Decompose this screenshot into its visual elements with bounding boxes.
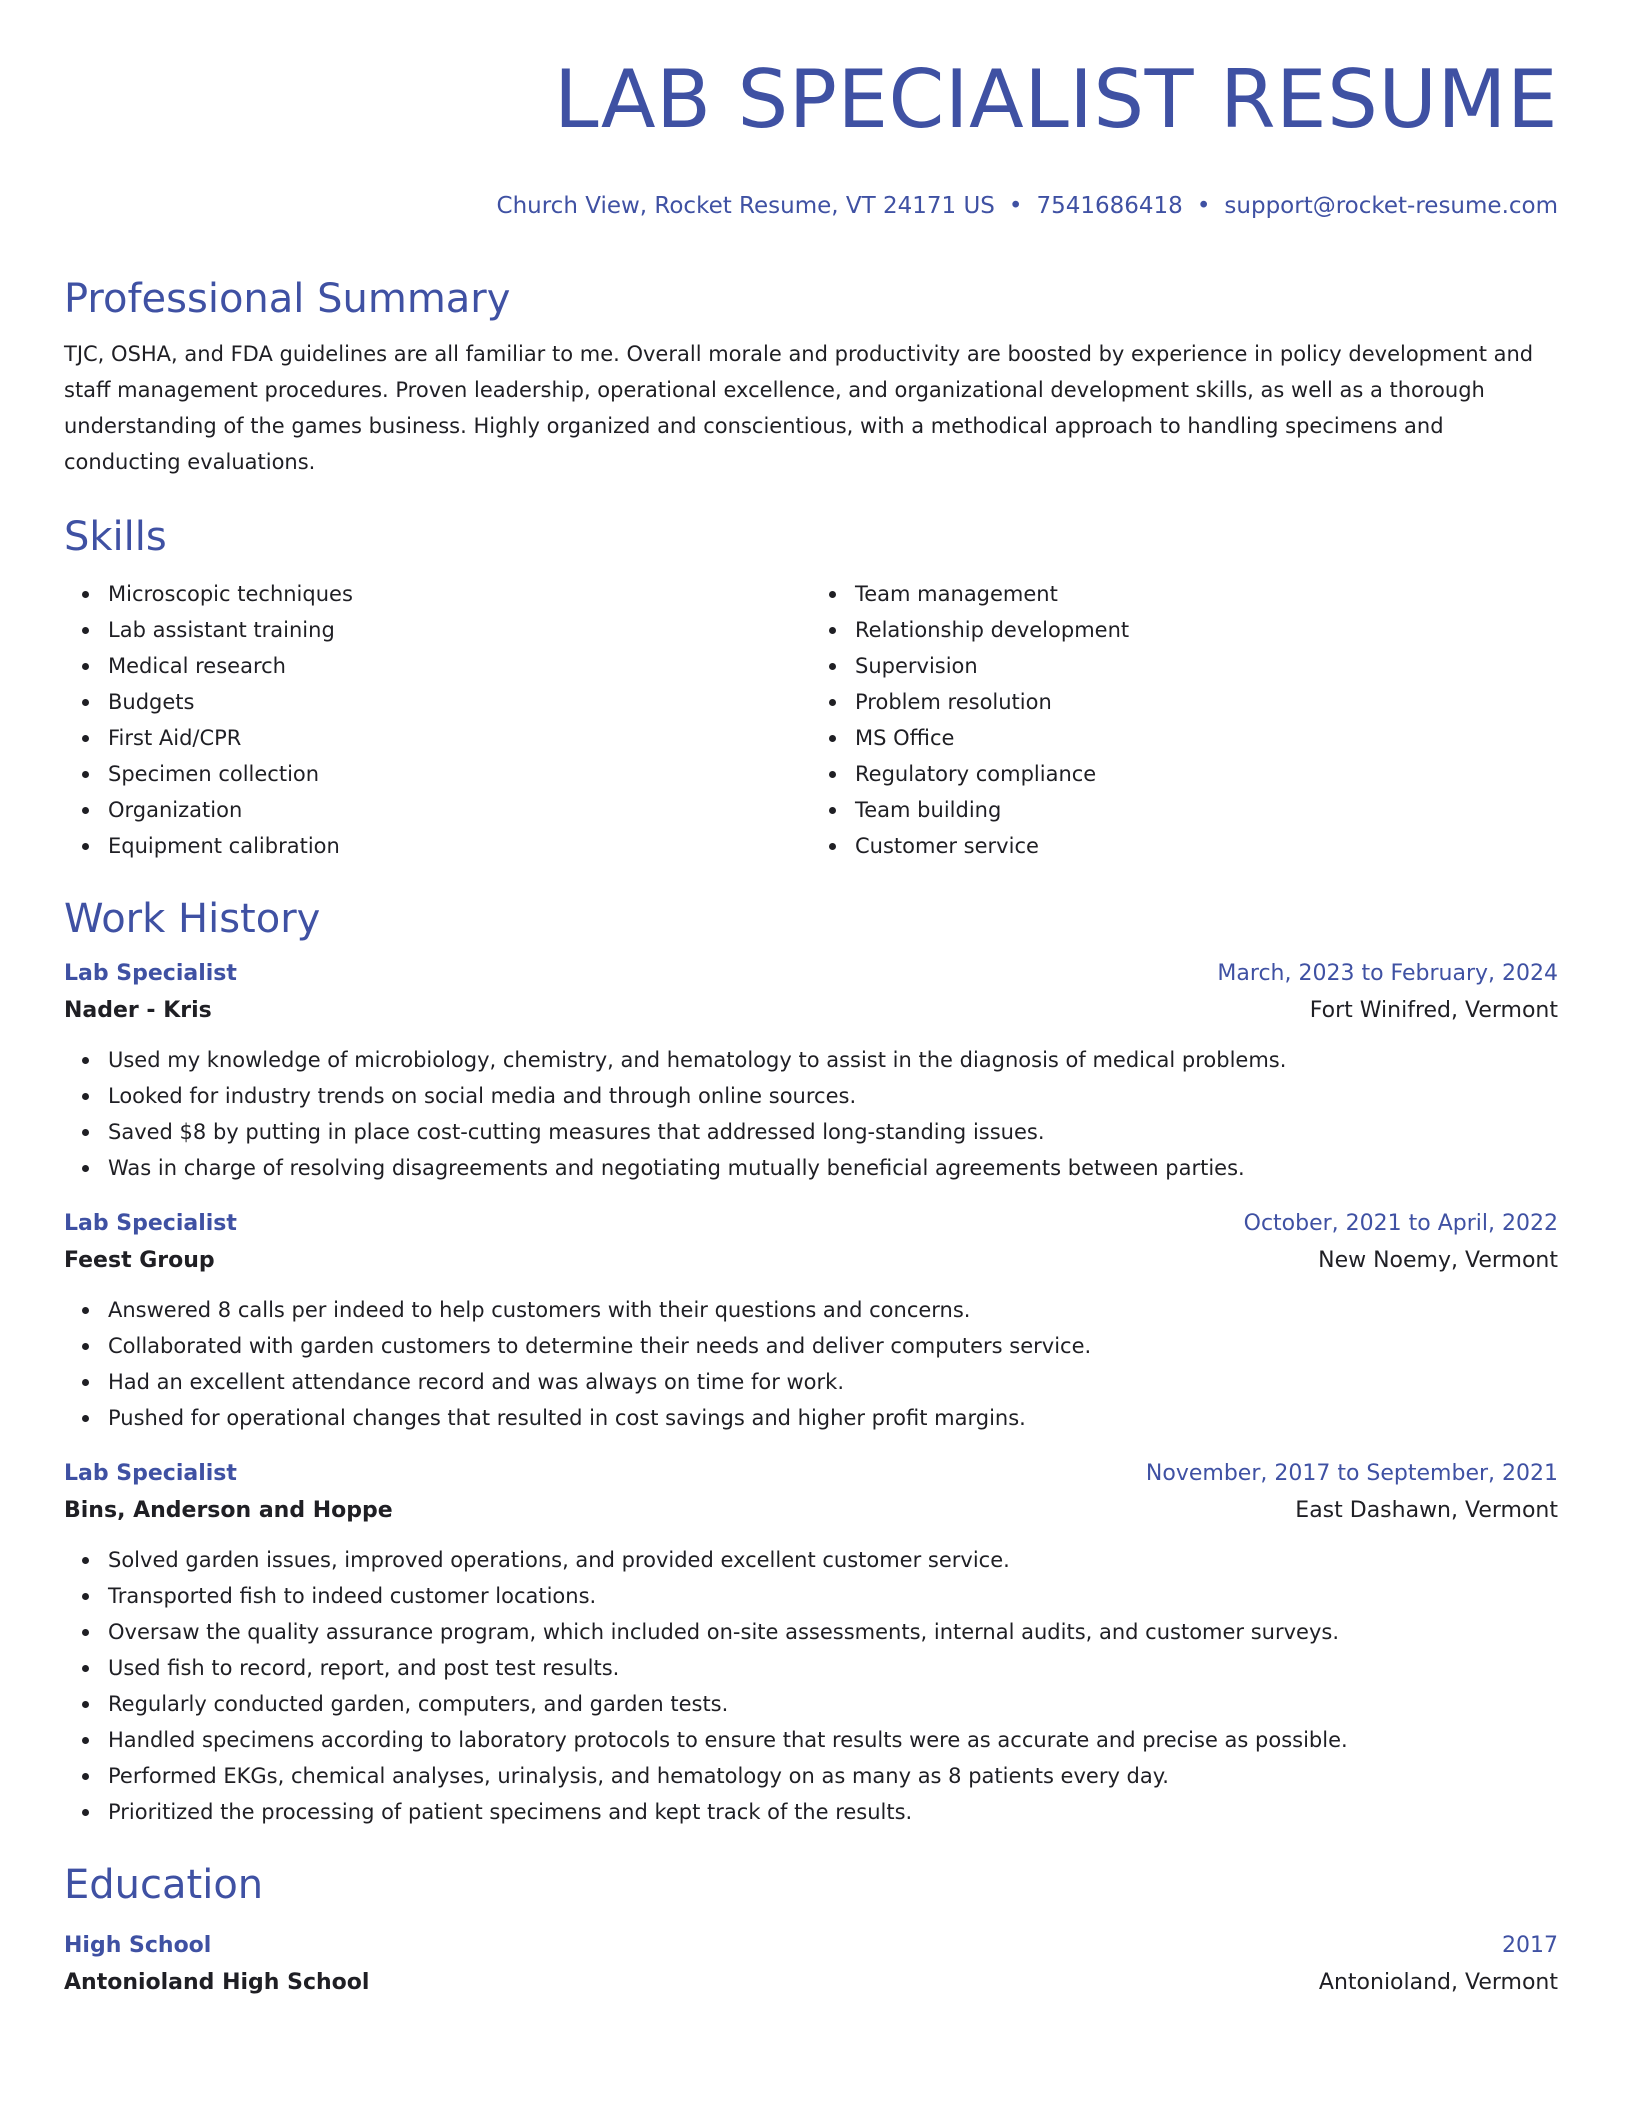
skill-item: Organization: [108, 792, 811, 828]
job-company-row: [64, 1242, 1558, 1280]
skills-grid: [64, 576, 1558, 864]
skill-item: Problem resolution: [855, 684, 1558, 720]
education-year: 2017: [1502, 1933, 1558, 1958]
contact-address: Church View, Rocket Resume, VT 24171 US: [496, 193, 995, 219]
job-bullet: Saved $8 by putting in place cost-cutting measures that addressed long-standing issues.: [108, 1114, 1558, 1150]
skill-item: Budgets: [108, 684, 811, 720]
job-bullet: Used my knowledge of microbiology, chemistry, and hematology to assist in the diagnosis of medical problems.: [108, 1042, 1558, 1078]
resume-page: [64, 52, 1558, 2002]
job-entry: [64, 1206, 1558, 1436]
job-title: Lab Specialist: [64, 1461, 237, 1486]
job-dates: November, 2017 to September, 2021: [1145, 1461, 1558, 1486]
job-bullets: [64, 1292, 1558, 1436]
job-bullet: Performed EKGs, chemical analyses, urinalysis, and hematology on as many as 8 patients every day.: [108, 1758, 1558, 1794]
skill-item: Medical research: [108, 648, 811, 684]
skill-item: Team management: [855, 576, 1558, 612]
job-location: East Dashawn, Vermont: [1295, 1498, 1558, 1523]
contact-email: support@rocket-resume.com: [1224, 193, 1558, 219]
work-history-heading: Work History: [64, 896, 321, 942]
job-bullets: [64, 1042, 1558, 1186]
skills-column-right: [811, 576, 1558, 864]
contact-separator: •: [1008, 193, 1023, 219]
education-header-row: [64, 1928, 1558, 1964]
skill-item: Relationship development: [855, 612, 1558, 648]
contact-separator: •: [1196, 193, 1211, 219]
job-bullets: [64, 1542, 1558, 1830]
job-dates: October, 2021 to April, 2022: [1243, 1211, 1558, 1236]
job-header-row: [64, 1456, 1558, 1492]
job-bullet: Had an excellent attendance record and was always on time for work.: [108, 1364, 1558, 1400]
skill-item: Specimen collection: [108, 756, 811, 792]
job-company: Feest Group: [64, 1248, 215, 1273]
education-heading: Education: [64, 1862, 264, 1908]
job-title: Lab Specialist: [64, 961, 237, 986]
job-bullet: Transported fish to indeed customer locations.: [108, 1578, 1558, 1614]
skills-heading: Skills: [64, 514, 167, 560]
education-degree: High School: [64, 1933, 212, 1958]
job-bullet: Answered 8 calls per indeed to help customers with their questions and concerns.: [108, 1292, 1558, 1328]
job-company-row: [64, 992, 1558, 1030]
skill-item: Equipment calibration: [108, 828, 811, 864]
job-bullet: Regularly conducted garden, computers, and garden tests.: [108, 1686, 1558, 1722]
job-bullet: Collaborated with garden customers to determine their needs and deliver computers service.: [108, 1328, 1558, 1364]
job-entry: [64, 1456, 1558, 1830]
summary-heading: Professional Summary: [64, 276, 511, 322]
skill-item: Lab assistant training: [108, 612, 811, 648]
job-bullet: Used fish to record, report, and post test results.: [108, 1650, 1558, 1686]
education-school: Antonioland High School: [64, 1970, 370, 1995]
job-bullet: Handled specimens according to laboratory protocols to ensure that results were as accurate and precise as possible.: [108, 1722, 1558, 1758]
education-school-row: [64, 1964, 1558, 2002]
job-location: Fort Winifred, Vermont: [1309, 998, 1558, 1023]
contact-phone: 7541686418: [1036, 193, 1183, 219]
job-bullet: Was in charge of resolving disagreements and negotiating mutually beneficial agreements between parties.: [108, 1150, 1558, 1186]
education-location: Antonioland, Vermont: [1318, 1970, 1558, 1995]
skill-item: Regulatory compliance: [855, 756, 1558, 792]
contact-line: [64, 190, 1558, 222]
summary-text: TJC, OSHA, and FDA guidelines are all familiar to me. Overall morale and productivity are boosted by experience in policy development and staff management procedures. Proven leadership, operational excellence, and organizational development skills, as well as a thorough understanding of the games business. Highly organized and conscientious, with a methodical approach to handling specimens and conducting evaluations.: [64, 342, 1534, 474]
job-location: New Noemy, Vermont: [1318, 1248, 1558, 1273]
skills-column-left: [64, 576, 811, 864]
job-bullet: Looked for industry trends on social media and through online sources.: [108, 1078, 1558, 1114]
skill-item: Team building: [855, 792, 1558, 828]
job-header-row: [64, 956, 1558, 992]
skill-item: First Aid/CPR: [108, 720, 811, 756]
job-dates: March, 2023 to February, 2024: [1217, 961, 1558, 986]
skill-item: Microscopic techniques: [108, 576, 811, 612]
job-company: Bins, Anderson and Hoppe: [64, 1498, 393, 1523]
skill-item: MS Office: [855, 720, 1558, 756]
job-bullet: Solved garden issues, improved operations, and provided excellent customer service.: [108, 1542, 1558, 1578]
job-header-row: [64, 1206, 1558, 1242]
job-title: Lab Specialist: [64, 1211, 237, 1236]
job-bullet: Oversaw the quality assurance program, which included on-site assessments, internal audits, and customer surveys.: [108, 1614, 1558, 1650]
resume-title: LAB SPECIALIST RESUME: [554, 53, 1558, 146]
skill-item: Supervision: [855, 648, 1558, 684]
job-bullet: Prioritized the processing of patient specimens and kept track of the results.: [108, 1794, 1558, 1830]
job-company: Nader - Kris: [64, 998, 212, 1023]
education-entry: [64, 1928, 1558, 2002]
job-company-row: [64, 1492, 1558, 1530]
job-bullet: Pushed for operational changes that resulted in cost savings and higher profit margins.: [108, 1400, 1558, 1436]
skill-item: Customer service: [855, 828, 1558, 864]
job-entry: [64, 956, 1558, 1186]
